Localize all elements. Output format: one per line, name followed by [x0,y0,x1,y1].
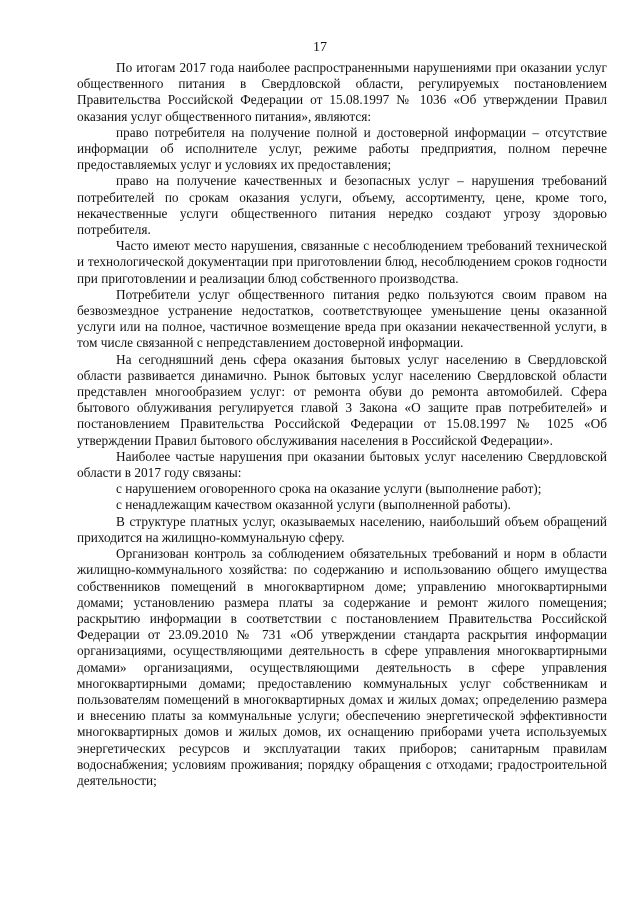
document-body [77,60,607,789]
paragraph: право потребителя на получение полной и достоверной информации – отсутствие информации об исполнителе услуг, режиме работы предприятия, полном перечне предоставляемых услуг и условиях их предоставления; [77,124,607,173]
paragraph: Наиболее частые нарушения при оказании бытовых услуг населению Свердловской области в 2017 году связаны: [77,448,607,481]
list-item: с ненадлежащим качеством оказанной услуги (выполненной работы). [116,497,511,513]
list-item: с нарушением оговоренного срока на оказание услуги (выполнение работ); [116,481,542,497]
paragraph: Часто имеют место нарушения, связанные с несоблюдением требований технической и технологической документации при приготовлении блюд, несоблюдением сроков годности при приготовлении и реализации блюд собственного производства. [77,238,607,286]
paragraph: Потребители услуг общественного питания редко пользуются своим правом на безвозмездное устранение недостатков, соответствующее уменьшение цены оказанной услуги или на полное, частичное возмещение вреда при оказании некачественной услуги, в том числе связанной с непредставлением достоверной информации. [77,286,607,351]
paragraph: право на получение качественных и безопасных услуг – нарушения требований потребителей по срокам оказания услуги, объему, ассортименту, цене, кроме того, некачественные услуги общественного питания нередко создают угрозу здоровью потребителя. [77,173,607,238]
paragraph: По итогам 2017 года наиболее распространенными нарушениями при оказании услуг общественного питания в Свердловской области, регулируемых постановлением Правительства Российской Федерации от 15.08.1997 № 1036 «Об утверждении Правил оказания услуг общественного питания», являются: [77,60,607,124]
page-number: 17 [313,40,327,55]
paragraph: В структуре платных услуг, оказываемых населению, наибольший объем обращений приходится на жилищно-коммунальную сферу. [77,513,607,545]
paragraph: На сегодняшний день сфера оказания бытовых услуг населению в Свердловской области развивается динамично. Рынок бытовых услуг населению Свердловской области представлен многообразием услуг: от ремонта обуви до ремонта автомобилей. Сфера бытового облуживания регулируется главой 3 Закона «О защите прав потребителей» и постановлением Правительства Российской Федерации от 15.08.1997 № 1025 «Об утверждении Правил бытового обслуживания населения в Российской Федерации». [77,351,607,448]
paragraph: Организован контроль за соблюдением обязательных требований и норм в области жилищно-коммунального хозяйства: по содержанию и использованию общего имущества собственников помещений в многоквартирном доме; управлению многоквартирными домами; установлению размера платы за содержание и ремонт жилого помещения; раскрытию информации в соответствии с постановлением Правительства Российской Федерации от 23.09.2010 № 731 «Об утверждении стандарта раскрытия информации организациями, осуществляющими деятельность в сфере управления многоквартирными домами» организациями, осуществляющими деятельность в сфере управления многоквартирными домами; предоставлению коммунальных услуг собственникам и пользователям помещений в многоквартирных домах и жилых домах; определению размера и внесению платы за коммунальные услуги; обеспечению энергетической эффективности многоквартирных домов и жилых домов, их оснащению приборами учета используемых энергетических ресурсов и эксплуатации таких приборов; санитарным правилам водоснабжения; условиям проживания; порядку обращения с отходами; градостроительной деятельности; [77,546,607,788]
